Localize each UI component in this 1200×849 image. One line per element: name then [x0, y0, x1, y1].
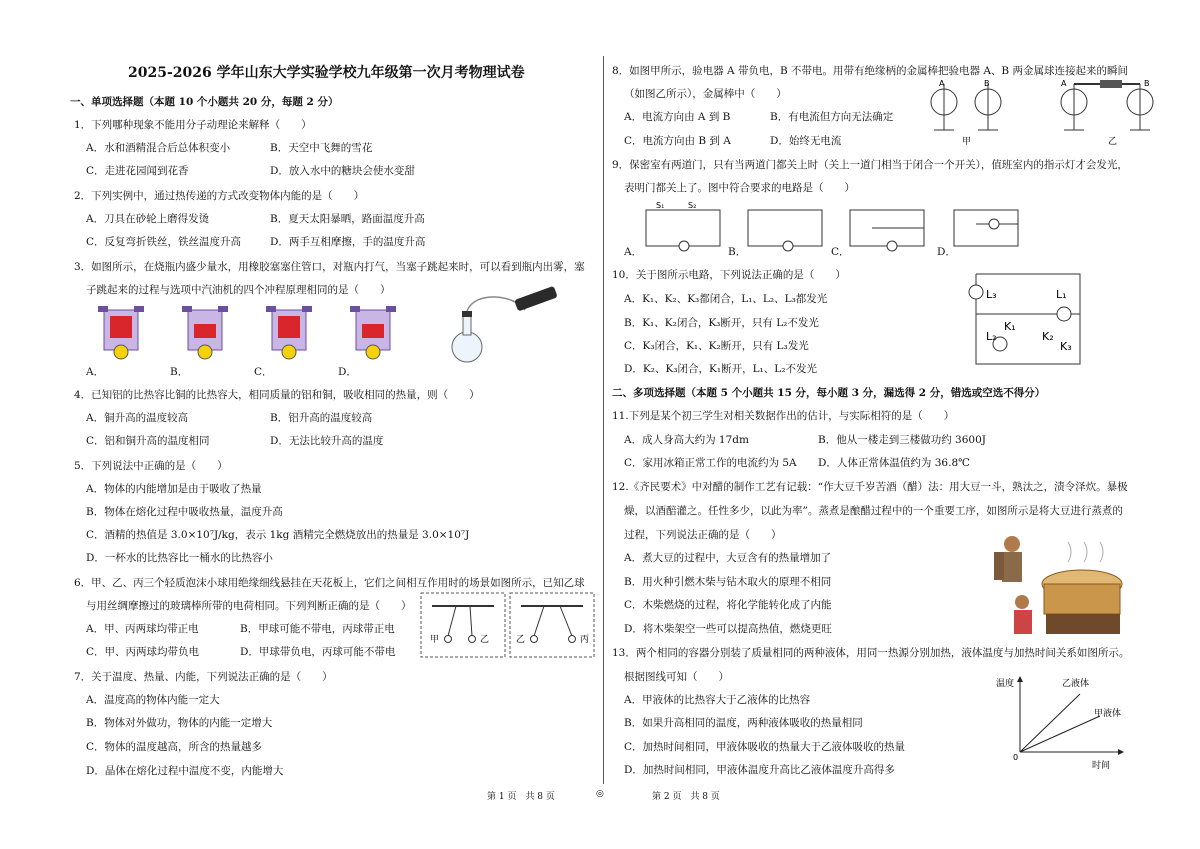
q8-option-d[interactable]: D．始终无电流	[770, 135, 842, 147]
q1-option-a[interactable]: A．水和酒精混合后总体积变小	[86, 142, 231, 154]
q8-label-a1: A	[939, 79, 945, 88]
q6-stem-line1: 6．甲、乙、丙三个轻质泡沫小球用绝缘细线悬挂在天花板上，它们之间相互作用时的场景如图所示，已知乙球	[74, 577, 585, 589]
q1-stem: 1．下列哪种现象不能用分子动理论来解释（ ）	[74, 119, 312, 131]
q12-option-a[interactable]: A．煮大豆的过程中，大豆含有的热量增加了	[624, 552, 832, 564]
q8-label-b1: B	[984, 79, 990, 88]
q7-stem: 7．关于温度、热量、内能，下列说法正确的是（ ）	[74, 671, 333, 683]
q8-label-yi: 乙	[1108, 137, 1118, 147]
q6-option-b[interactable]: B．甲球可能不带电，丙球带正电	[240, 623, 395, 635]
q3-stem-line1: 3．如图所示，在烧瓶内盛少量水，用橡胶塞塞住管口，对瓶内打气，当塞子跳起来时，可以看到瓶内出雾，塞	[74, 261, 585, 273]
q6-label-bing: 丙	[580, 635, 590, 645]
q8-option-c[interactable]: C．电流方向由 B 到 A	[624, 135, 731, 147]
q9-option-b[interactable]: B．	[728, 246, 747, 258]
q10-circuit-figure	[960, 268, 1090, 374]
q8-label-b2: B	[1144, 79, 1150, 88]
q10-option-b[interactable]: B．K₁、K₂闭合，K₃断开，只有 L₂不发光	[624, 317, 819, 329]
q3-option-d[interactable]: D．	[338, 366, 357, 378]
q3-option-b[interactable]: B．	[170, 366, 189, 378]
q2-option-d[interactable]: D．两手互相摩擦，手的温度升高	[270, 236, 426, 248]
column-divider	[603, 56, 604, 784]
q10-option-c[interactable]: C．K₃闭合，K₁、K₂断开，只有 L₃发光	[624, 340, 809, 352]
q13-ylabel: 温度	[996, 679, 1015, 689]
q10-label-l1: L₁	[1056, 288, 1067, 301]
q7-option-b[interactable]: B．物体对外做功，物体的内能一定增大	[86, 717, 273, 729]
q1-option-b[interactable]: B．天空中飞舞的雪花	[270, 142, 373, 154]
q10-label-l3: L₃	[986, 288, 997, 301]
q4-option-a[interactable]: A．铜升高的温度较高	[86, 412, 189, 424]
q10-option-a[interactable]: A．K₁、K₂、K₃都闭合，L₁、L₂、L₃都发光	[624, 293, 828, 305]
q9-stem-line2: 表明门都关上了。图中符合要求的电路是（ ）	[624, 182, 855, 194]
q6-label-jia: 甲	[430, 635, 440, 645]
q1-option-d[interactable]: D．放入水中的糖块会使水变甜	[270, 165, 415, 177]
q5-stem: 5．下列说法中正确的是（ ）	[74, 460, 228, 472]
q12-steaming-beans-illustration	[988, 522, 1128, 642]
q13-option-c[interactable]: C．加热时间相同，甲液体吸收的热量大于乙液体吸收的热量	[624, 741, 906, 753]
q13-line-yi	[1020, 694, 1080, 752]
footer-center-mark: ◎	[596, 789, 604, 799]
engine-c-icon	[266, 306, 312, 359]
q13-origin: 0	[1013, 753, 1019, 762]
q10-label-l2: L₂	[986, 330, 997, 343]
q13-xlabel: 时间	[1092, 761, 1111, 771]
q4-option-c[interactable]: C．铝和铜升高的温度相同	[86, 435, 210, 447]
q7-option-a[interactable]: A．温度高的物体内能一定大	[86, 694, 220, 706]
q9-option-d[interactable]: D．	[937, 246, 956, 258]
q5-option-d[interactable]: D．一杯水的比热容比一桶水的比热容小	[86, 552, 273, 564]
q8-option-b[interactable]: B．有电流但方向无法确定	[770, 111, 894, 123]
q2-stem: 2．下列实例中，通过热传递的方式改变物体内能的是（ ）	[74, 190, 365, 202]
q8-label-jia: 甲	[962, 137, 972, 147]
q13-stem-line2: 根据图线可知（ ）	[624, 671, 729, 683]
section-multi-choice: 二、多项选择题（本题 5 个小题共 15 分，每小题 3 分，漏选得 2 分，错选或空选不得分）	[612, 387, 1046, 399]
q2-option-a[interactable]: A．刀具在砂轮上磨得发烫	[86, 213, 210, 225]
q12-stem-line2: 燥，以酒醅灌之。任性多少，以此为率”。蒸煮是酿醋过程中的一个重要工序，如图所示是将大豆进行蒸煮的	[624, 505, 1123, 517]
q12-option-d[interactable]: D．将木柴架空一些可以提高热值，燃烧更旺	[624, 623, 832, 635]
q10-label-k3: K₃	[1060, 340, 1072, 353]
q8-label-a2: A	[1061, 79, 1067, 88]
q4-option-d[interactable]: D．无法比较升高的温度	[270, 435, 384, 447]
footer-page-right: 第 2 页 共 8 页	[652, 792, 720, 802]
q11-option-a[interactable]: A．成人身高大约为 17dm	[624, 434, 749, 446]
section-single-choice: 一、单项选择题（本题 10 个小题共 20 分，每题 2 分）	[70, 96, 339, 108]
q13-option-d[interactable]: D．加热时间相同，甲液体温度升高比乙液体温度升高得多	[624, 764, 895, 776]
q8-stem-line1: 8．如图甲所示，验电器 A 带负电，B 不带电。用带有绝缘柄的金属棒把验电器 A、B 两金属球连接起来的瞬间	[612, 65, 1128, 77]
engine-b-icon	[182, 306, 228, 359]
q6-label-yi-1: 乙	[480, 635, 490, 645]
q12-option-b[interactable]: B．用火种引燃木柴与钻木取火的原理不相同	[624, 576, 832, 588]
q9-option-c[interactable]: C．	[831, 246, 850, 258]
q11-option-c[interactable]: C．家用冰箱正常工作的电流约为 5A	[624, 457, 797, 469]
q13-temperature-time-graph	[990, 672, 1140, 790]
q8-option-a[interactable]: A．电流方向由 A 到 B	[624, 111, 731, 123]
footer-page-left: 第 1 页 共 8 页	[487, 792, 555, 802]
q11-option-b[interactable]: B．他从一楼走到三楼做功约 3600J	[818, 434, 986, 446]
q3-stem-line2: 子跳起来的过程与选项中汽油机的四个冲程原理相同的是（ ）	[86, 284, 391, 296]
q7-option-d[interactable]: D．晶体在熔化过程中温度不变，内能增大	[86, 765, 284, 777]
q9-option-a[interactable]: A．	[624, 246, 643, 258]
q13-line-jia	[1020, 716, 1100, 752]
q5-option-b[interactable]: B．物体在熔化过程中吸收热量，温度升高	[86, 506, 283, 518]
q12-stem-line3: 过程，下列说法正确的是（ ）	[624, 529, 782, 541]
q1-option-c[interactable]: C．走进花园闻到花香	[86, 165, 189, 177]
flask-pump-figure	[445, 285, 565, 370]
q4-stem: 4．已知铝的比热容比铜的比热容大，相同质量的铝和铜，吸收相同的热量，则（ ）	[74, 389, 480, 401]
q13-option-b[interactable]: B．如果升高相同的温度，两种液体吸收的热量相同	[624, 717, 863, 729]
q10-label-k1: K₁	[1004, 320, 1016, 333]
q13-label-yi: 乙液体	[1062, 679, 1090, 689]
q7-option-c[interactable]: C．物体的温度越高，所含的热量越多	[86, 741, 263, 753]
q8-electroscope-figure	[928, 78, 1160, 150]
q8-stem-line2: （如图乙所示），金属棒中（ ）	[624, 88, 787, 100]
q6-label-yi-2: 乙	[516, 635, 526, 645]
q13-option-a[interactable]: A．甲液体的比热容大于乙液体的比热容	[624, 694, 811, 706]
q3-option-a[interactable]: A．	[86, 366, 105, 378]
page-title: 2025-2026 学年山东大学实验学校九年级第一次月考物理试卷	[128, 65, 525, 81]
q4-option-b[interactable]: B．铝升高的温度较高	[270, 412, 373, 424]
q11-option-d[interactable]: D．人体正常体温值约为 36.8℃	[818, 457, 970, 469]
q3-option-c[interactable]: C．	[254, 366, 273, 378]
q10-option-d[interactable]: D．K₂、K₃闭合，K₁断开，L₁、L₂不发光	[624, 363, 817, 375]
q13-stem-line1: 13．两个相同的容器分别装了质量相同的两种液体，用同一热源分别加热，液体温度与加热时间关系如图所示。	[612, 647, 1130, 659]
q9-label-s2: S₂	[688, 201, 697, 210]
q12-option-c[interactable]: C．木柴燃烧的过程，将化学能转化成了内能	[624, 599, 832, 611]
q6-option-d[interactable]: D．甲球带负电，丙球可能不带电	[240, 646, 396, 658]
engine-stroke-diagrams	[86, 300, 416, 380]
q2-option-b[interactable]: B．夏天太阳暴晒，路面温度升高	[270, 213, 425, 225]
q6-stem-line2: 与用丝绸摩擦过的玻璃棒所带的电荷相同。下列判断正确的是（ ）	[86, 600, 412, 612]
q5-option-c[interactable]: C．酒精的热值是 3.0×10⁷J/kg，表示 1kg 酒精完全燃烧放出的热量是 3.0×10⁷J	[86, 529, 470, 541]
q6-suspended-balls-figure	[420, 592, 596, 658]
q13-label-jia: 甲液体	[1094, 709, 1122, 719]
q5-option-a[interactable]: A．物体的内能增加是由于吸收了热量	[86, 483, 262, 495]
q6-option-c[interactable]: C．甲、丙两球均带负电	[86, 646, 200, 658]
q9-stem-line1: 9．保密室有两道门，只有当两道门都关上时（关上一道门相当于闭合一个开关），值班室内的指示灯才会发光，	[612, 159, 1128, 171]
q10-label-k2: K₂	[1042, 330, 1054, 343]
engine-a-icon	[98, 306, 144, 359]
q9-label-s1: S₁	[656, 201, 665, 210]
q12-stem-line1: 12.《齐民要术》中对醋的制作工艺有记载：“作大豆千岁苦酒（醋）法：用大豆一斗，熟汰之，渍令泽炊。暴极	[612, 481, 1128, 493]
engine-d-icon	[350, 306, 396, 359]
q2-option-c[interactable]: C．反复弯折铁丝，铁丝温度升高	[86, 236, 242, 248]
q10-stem: 10．关于图所示电路，下列说法正确的是（ ）	[612, 269, 846, 281]
q6-option-a[interactable]: A．甲、丙两球均带正电	[86, 623, 199, 635]
q11-stem: 11.下列是某个初三学生对相关数据作出的估计，与实际相符的是（ ）	[612, 410, 955, 422]
